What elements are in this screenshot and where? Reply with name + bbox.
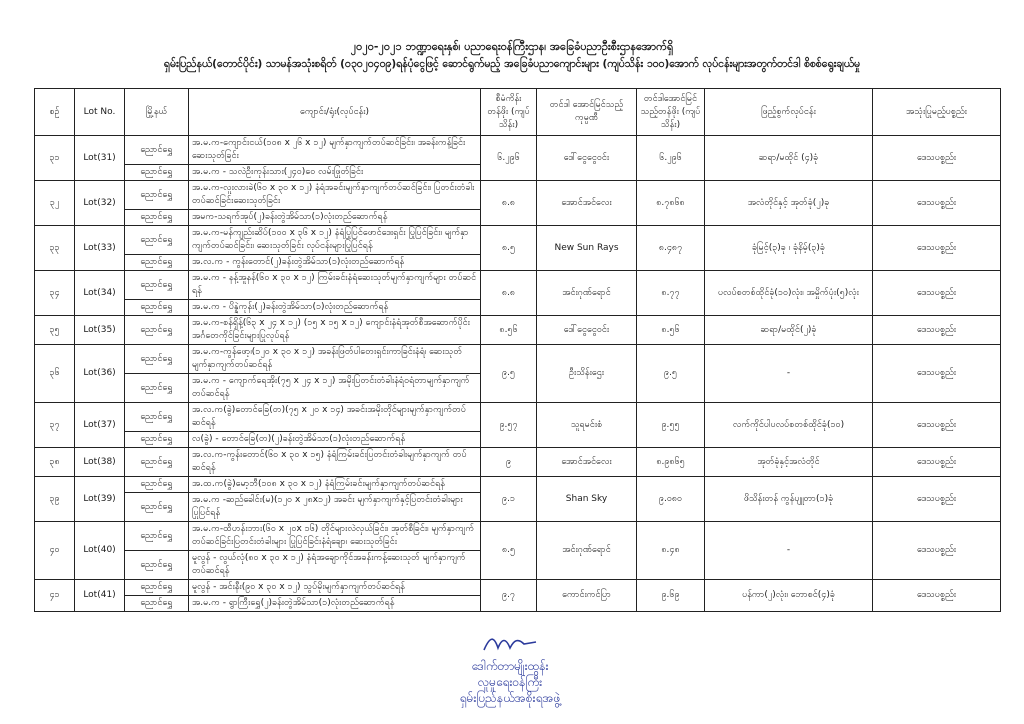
estimate-value: ၆.၂၉၆ <box>481 136 537 181</box>
work-description: မူလွန် - လွယ်လုံ(၈၀ x ၃၀ x ၁၂) နံရံအချောကိုင်အခန်းကန့်ဆေးသုတ် မျက်နှာကျက်တပ်ဆင်ရန် <box>189 551 481 580</box>
awarded-value: ၈.၇၇ <box>637 271 705 316</box>
table-row <box>35 403 1001 432</box>
additional-work: ဖိသိန်းတန် ကွန်ပျူတာ(၁)ခုံ <box>705 477 873 522</box>
row-number: ၃၅ <box>35 316 75 345</box>
row-number: ၃၉ <box>35 477 75 522</box>
lot-number: Lot(40) <box>75 522 125 580</box>
row-number: ၃၃ <box>35 226 75 271</box>
estimate-value: ၈.၈ <box>481 271 537 316</box>
township: ညောင်ရွှေ <box>125 345 189 374</box>
additional-work: အလံတိုင်နှင့် အုတ်ခုံ(၂)ခု <box>705 181 873 226</box>
materials: ဒေသပစ္စည်း <box>873 316 1001 345</box>
work-description: အ.ထ.က(ခွဲ)မော့ဘီ(၁၀၈ x ၃၀ x ၁၂) နံရံကြမ်းခင်းမျက်နှာကျက်တပ်ဆင်ရန် <box>189 477 481 493</box>
table-row <box>35 136 1001 165</box>
township: ညောင်ရွှေ <box>125 316 189 345</box>
work-description: အ.မ.က-ကွန်ဖော့၊(၁၂၀ x ၃၀ x ၁၂) အခန်းဖြတ်ပါတေးရှင်းကာခြင်းနံရံ၊ ဆေးသုတ်မျက်နှာကျက်တပ်ဆင်ရန် <box>189 345 481 374</box>
work-description: အ.မ.က-လူးလားခဲ(၆၀ x ၃၀ x ၁၂) နံရံအခင်းမျက်နှာကျက်တပ်ဆင်ခြင်း၊ ပြတင်းတံခါးတပ်ဆင်ခြင်းဆေးသုတ်ခြင်း <box>189 181 481 210</box>
table-row <box>35 345 1001 374</box>
awarded-value: ၈.၄၈၇ <box>637 226 705 271</box>
work-description: အ.မ.က - သလဲဦးကုန်းသား(၂၄၀)ဝေ လမ်းဖြုတ်ခြင်း <box>189 165 481 181</box>
awarded-value: ၉.၅ <box>637 345 705 403</box>
work-description: အ.မ.က - နန့်အူနန်(၆၀ x ၃၀ x ၁၂) ကြမ်းခင်းနံရံဆေးသုတ်မျက်နှာကျက်များ တပ်ဆင်ရန် <box>189 271 481 300</box>
materials: ဒေသပစ္စည်း <box>873 580 1001 612</box>
materials: ဒေသပစ္စည်း <box>873 522 1001 580</box>
signature-scribble <box>480 632 540 654</box>
awarded-value: ၈.၇၈၆၈ <box>637 181 705 226</box>
township: ညောင်ရွှေ <box>125 596 189 612</box>
lot-number: Lot(34) <box>75 271 125 316</box>
table-row <box>35 271 1001 300</box>
row-number: ၄၁ <box>35 580 75 612</box>
township: ညောင်ရွှေ <box>125 580 189 596</box>
work-description: အ.မ.က-ကျောင်းငယ်(၁၀၈ x ၂၆ x ၁၂) မျက်နှာကျက်တပ်ဆင်ခြင်း၊ အခန်းကန့်ခြင်းဆေးသုတ်ခြင်း <box>189 136 481 165</box>
work-description: အ.မ.က - ပိန္နဲကုန်း(၂)ခန်းတွဲအိမ်သာ(၁)လုံးတည်ဆောက်ရန် <box>189 300 481 316</box>
lot-number: Lot(35) <box>75 316 125 345</box>
work-description: အ.မ.က-စန်ရှိန့်(၆၃ x ၂၄ x ၁၂) (၁၅ x ၁၅ x ၁၂) ကျောင်းနံရံအုတ်စီအဆောက်ပိုင်း အင်္ဂတေကိုင်ခြင်းများပြုလုပ်ရန် <box>189 316 481 345</box>
estimate-value: ၉.၁ <box>481 477 537 522</box>
winning-company: New Sun Rays <box>537 226 637 271</box>
tender-table <box>34 88 1001 612</box>
materials: ဒေသပစ္စည်း <box>873 136 1001 181</box>
column-header-1: Lot No. <box>75 89 125 136</box>
column-header-6: တင်ဒါအောင်မြင် သည့်တန်ဖိုး (ကျပ်သိန်း) <box>637 89 705 136</box>
materials: ဒေသပစ္စည်း <box>873 226 1001 271</box>
column-header-0: စဉ် <box>35 89 75 136</box>
row-number: ၃၂ <box>35 181 75 226</box>
work-description: အ.လ.က-ကွန်းတောင်(၆၀ x ၃၀ x ၁၅) နံရံကြမ်းခင်းပြတင်းတံခါးမျက်နှာကျက် တပ်ဆင်ရန် <box>189 448 481 477</box>
materials: ဒေသပစ္စည်း <box>873 477 1001 522</box>
work-description: အ.လ.က(ခွဲ)တောင်ခြေ(တ)(၇၅ x ၂၀ x ၁၄) အခင်းအမိုးတိုင်များမျက်နှာကျက်တပ်ဆင်ရန် <box>189 403 481 432</box>
winning-company: သူရမင်းစံ <box>537 403 637 448</box>
additional-work: ပလပ်စတစ်ထိုင်ခုံ(၁၀)လုံး၊ အမှိုက်ပုံး(၅)လုံး <box>705 271 873 316</box>
row-number: ၃၆ <box>35 345 75 403</box>
work-description: အ.မ.က-မန်ကျည်းဆိပ်(၁၀၀ x ၃၆ x ၁၂) နံရံပြုပြင်ဖောင်ဒေးရှင်း ပြုပြင်ခြင်း၊ မျက်နှာကျက်တပ်ဆင်ခြင်း၊ ဆေးသုတ်ခြင်း လုပ်ငန်းများပြုပြင်ရန် <box>189 226 481 255</box>
column-header-8: အသုံးပြုမည့်ပစ္စည်း <box>873 89 1001 136</box>
column-header-2: မြို့နယ် <box>125 89 189 136</box>
table-row <box>35 448 1001 477</box>
work-description: အ.မ.က - ကျောက်ရေအိုး(၇၅ x ၂၄ x ၁၂) အမိုးပြတင်းတံခါးနံရံဝရံတာမျက်နှာကျက် တပ်ဆင်ရန် <box>189 374 481 403</box>
estimate-value: ၈.၅ <box>481 226 537 271</box>
winning-company: ဒေါ်ငွေငွေဝင်း <box>537 316 637 345</box>
township: ညောင်ရွှေ <box>125 255 189 271</box>
township: ညောင်ရွှေ <box>125 300 189 316</box>
work-description: အ.မ.က - ရွာကြီးရွှေ(၂)ခန်းတွဲအိမ်သာ(၁)လုံးတည်ဆောက်ရန် <box>189 596 481 612</box>
column-header-3: ကျောင်း/ရုံး(လုပ်ငန်း) <box>189 89 481 136</box>
winning-company: ကောင်းကင်ပြာ <box>537 580 637 612</box>
township: ညောင်ရွှေ <box>125 477 189 493</box>
additional-work: ခုံမြင့်(၃)ခု ၊ ခုံနိမ့်(၃)ခုံ <box>705 226 873 271</box>
winning-company: အောင်အင်လေး <box>537 448 637 477</box>
signer-title: လူမှုရေးဝန်ကြီး <box>477 675 543 689</box>
lot-number: Lot(39) <box>75 477 125 522</box>
additional-work: - <box>705 345 873 403</box>
lot-number: Lot(36) <box>75 345 125 403</box>
additional-work: အုတ်ခုံနှင့်အလံတိုင် <box>705 448 873 477</box>
estimate-value: ၈.၈ <box>481 181 537 226</box>
township: ညောင်ရွှေ <box>125 493 189 522</box>
awarded-value: ၆.၂၉၆ <box>637 136 705 181</box>
township: ညောင်ရွှေ <box>125 448 189 477</box>
estimate-value: ၈.၅၆ <box>481 316 537 345</box>
signer-name: ဒေါက်တာမျိုးထွန်း <box>471 659 549 673</box>
table-body <box>35 136 1001 612</box>
materials: ဒေသပစ္စည်း <box>873 448 1001 477</box>
estimate-value: ၉ <box>481 448 537 477</box>
township: ညောင်ရွှေ <box>125 181 189 210</box>
lot-number: Lot(32) <box>75 181 125 226</box>
header-line-2: ရှမ်းပြည်နယ်(တောင်ပိုင်း) သာမန်အသုံးစရိတ် (၀၃၀၂၀၄၀၉)ရန်ပုံငွေဖြင့် ဆောင်ရွက်မည့် အခြေခံပညာကျောင်းများ (ကျပ်သိန်း ၁၀၀)အောက် လုပ်ငန်းများအတွက်တင်ဒါ စိစစ်ရွေးချယ်မှု <box>163 58 861 70</box>
column-header-5: တင်ဒါ အောင်မြင်သည့်ကုမ္ပဏီ <box>537 89 637 136</box>
signer-office: ရှမ်းပြည်နယ်အစိုးရအဖွဲ့ <box>459 691 561 705</box>
materials: ဒေသပစ္စည်း <box>873 345 1001 403</box>
row-number: ၃၁ <box>35 136 75 181</box>
lot-number: Lot(41) <box>75 580 125 612</box>
table-row <box>35 181 1001 210</box>
additional-work: - <box>705 522 873 580</box>
work-description: အမက-သရက်အုပ်(၂)ခန်းတွဲအိမ်သာ(၁)လုံးတည်ဆောက်ရန် <box>189 210 481 226</box>
additional-work: ဆရာ/မထိုင် (၄)ခုံ <box>705 136 873 181</box>
awarded-value: ၉.၀၈၀ <box>637 477 705 522</box>
header-line-1: ၂၀၂၀-၂၀၂၁ ဘဏ္ဍာရေးနှစ်၊ ပညာရေးဝန်ကြီးဌာန၊ အခြေခံပညာဦးစီးဌာနအောက်ရှိ <box>350 40 674 53</box>
additional-work: ပန်ကာ(၂)လုံး၊ ဘောစင်(၄)ခုံ <box>705 580 873 612</box>
lot-number: Lot(33) <box>75 226 125 271</box>
township: ညောင်ရွှေ <box>125 271 189 300</box>
work-description: မူလွန် - အင်းနီး(၉၀ x ၃၀ x ၁၂) သွပ်မိုးမျက်နှာကျက်တပ်ဆင်ရန် <box>189 580 481 596</box>
winning-company: ဦးသိန်းဌေး <box>537 345 637 403</box>
lot-number: Lot(31) <box>75 136 125 181</box>
township: ညောင်ရွှေ <box>125 226 189 255</box>
work-description: အ.လ.က - ကွန်းတောင်(၂)ခန်းတွဲအိမ်သာ(၁)လုံးတည်ဆောက်ရန် <box>189 255 481 271</box>
township: ညောင်ရွှေ <box>125 136 189 165</box>
winning-company: အင်းဂုဏ်ရောင် <box>537 271 637 316</box>
table-header-row <box>35 89 1001 136</box>
table-row <box>35 522 1001 551</box>
additional-work: လက်ကိုင်ပါပလပ်စတစ်ထိုင်ခုံ(၁၀) <box>705 403 873 448</box>
table-row <box>35 226 1001 255</box>
winning-company: Shan Sky <box>537 477 637 522</box>
township: ညောင်ရွှေ <box>125 522 189 551</box>
row-number: ၃၈ <box>35 448 75 477</box>
winning-company: ဒေါ်ငွေငွေဝင်း <box>537 136 637 181</box>
estimate-value: ၉.၇ <box>481 580 537 612</box>
township: ညောင်ရွှေ <box>125 551 189 580</box>
row-number: ၄၀ <box>35 522 75 580</box>
work-description: အ.မ.က-ထီဟန်းဘား(၆၀ x ၂၀x ၁၆) တိုင်များလဲလှယ်ခြင်း၊ အုတ်စီခြင်း၊ မျက်နှာကျက် တပ်ဆင်ခြင်းပြတင်းတံခါးများ ပြုပြင်ခြင်းနံရံချော၊ ဆေးသုတ်ခြင်း <box>189 522 481 551</box>
winning-company: အင်းဂုဏ်ရောင် <box>537 522 637 580</box>
lot-number: Lot(37) <box>75 403 125 448</box>
table-row <box>35 580 1001 596</box>
estimate-value: ၉.၅ <box>481 345 537 403</box>
table-row <box>35 477 1001 493</box>
work-description: လ(ခွဲ) - တောင်ခြေ(တ)(၂)ခန်းတွဲအိမ်သာ(၁)လုံးတည်ဆောက်ရန် <box>189 432 481 448</box>
materials: ဒေသပစ္စည်း <box>873 181 1001 226</box>
awarded-value: ၉.၆၉ <box>637 580 705 612</box>
awarded-value: ၉.၅၅ <box>637 403 705 448</box>
lot-number: Lot(38) <box>75 448 125 477</box>
township: ညောင်ရွှေ <box>125 432 189 448</box>
row-number: ၃၇ <box>35 403 75 448</box>
estimate-value: ၈.၅ <box>481 522 537 580</box>
materials: ဒေသပစ္စည်း <box>873 271 1001 316</box>
column-header-7: ဖြည့်စွက်လုပ်ငန်း <box>705 89 873 136</box>
winning-company: အောင်အင်လေး <box>537 181 637 226</box>
additional-work: ဆရာ/မထိုင်(၂)ခုံ <box>705 316 873 345</box>
table-row <box>35 316 1001 345</box>
column-header-4: စီမံကိန်း တန်ဖိုး (ကျပ်သိန်း) <box>481 89 537 136</box>
township: ညောင်ရွှေ <box>125 210 189 226</box>
awarded-value: ၈.၉၈၆၅ <box>637 448 705 477</box>
awarded-value: ၈.၅၆ <box>637 316 705 345</box>
materials: ဒေသပစ္စည်း <box>873 403 1001 448</box>
township: ညောင်ရွှေ <box>125 374 189 403</box>
estimate-value: ၉.၅၇ <box>481 403 537 448</box>
township: ညောင်ရွှေ <box>125 403 189 432</box>
township: ညောင်ရွှေ <box>125 165 189 181</box>
row-number: ၃၄ <box>35 271 75 316</box>
signature-block <box>390 632 630 706</box>
work-description: အ.မ.က -ဆည်ခေါင်း(မ)(၁၂၀ x ၂၈x၁၂) အခင်း မျက်နှာကျက်နှင့်ပြတင်းတံခါးများ ပြုပြင်ရန် <box>189 493 481 522</box>
awarded-value: ၈.၄၈ <box>637 522 705 580</box>
